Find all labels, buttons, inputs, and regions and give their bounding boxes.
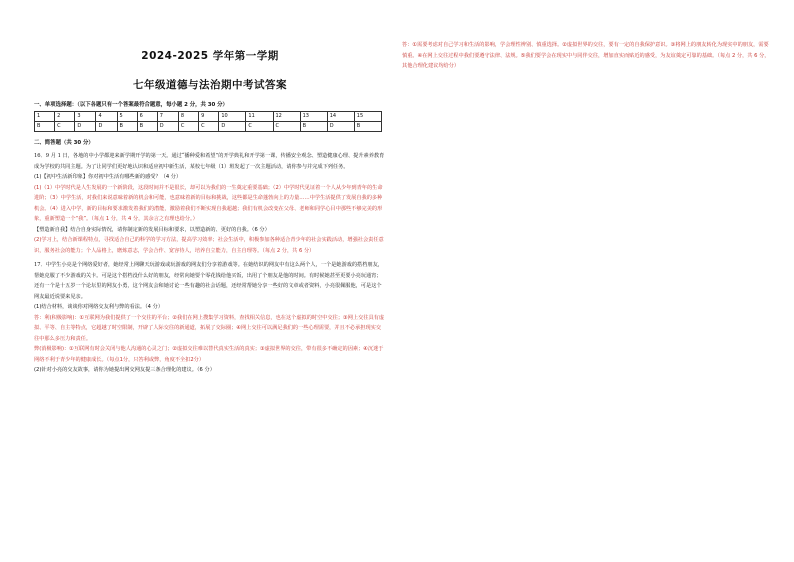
table-cell: 4 bbox=[96, 112, 117, 122]
q17-1-answer-cons: 弊(消极影响)：①互联网有时会关闭与他人沟通的心灵之门；②虚拟交往难以替代真实生活的真实；③虚拟世界的交往，带有很多不确定的因素；④沉迷于网络不利于青少年的健康成长。（每点1分，只答利或弊，角度不全扣2分） bbox=[34, 346, 384, 363]
table-cell: 15 bbox=[354, 112, 381, 122]
table-cell: 1 bbox=[35, 112, 55, 122]
table-cell: B bbox=[35, 122, 55, 132]
table-cell: 6 bbox=[137, 112, 157, 122]
table-cell: C bbox=[199, 122, 219, 132]
table-cell: 10 bbox=[219, 112, 246, 122]
table-cell: 13 bbox=[300, 112, 327, 122]
table-cell: B bbox=[354, 122, 381, 132]
q17-stem: 17．中学生小亮是个网络爱好者，她经常上网聊天玩游戏或玩游戏的网友们分享着游戏等。在她结识的网友中有这么两个人，一个是她游戏的搭档朋友，帮她克服了不少游戏的关卡。可是这个搭档没什么好的朋友，经常向她要个零花钱给他买饭，出用了个朋友是他的时间。有时候她甚至更要小亮玩通宵；还有一个是十五岁一个论坛里的网友小勇，这个网友会和她讨论一些有趣的社会话题，还经常帮她分享一些好的文章或者资料，小亮很佩服他，可是这个网友最近说要来见亲。 bbox=[34, 262, 383, 300]
q17-2-question: (2)针对小亮的交友故事，请你为她提出网交网友提三条合理化的建议。（6 分） bbox=[34, 367, 215, 373]
table-cell: B bbox=[300, 122, 327, 132]
section1-heading: 一、单项选择题：（以下各题只有一个答案最符合题意，每小题 2 分，共 30 分） bbox=[34, 102, 228, 108]
table-cell: B bbox=[137, 122, 157, 132]
answer-table bbox=[34, 111, 382, 132]
table-cell: D bbox=[96, 122, 117, 132]
table-cell: D bbox=[75, 122, 96, 132]
page-title-subject: 七年级道德与法治期中考试答案 bbox=[133, 79, 287, 91]
q16-stem: 16．9 月 1 日，各地的中小学都迎来新学期开学的第一天。通过“播种爱和希望”的开学典礼和开学第一课，传播安全观念、塑造健康心理、提升素养教育成为学校的共同主题。为了让同学们更好地认识和适应初中新生活，某校七年级（1）班发起了一次主题活动，请你参与并完成下列任务。 bbox=[34, 153, 385, 170]
table-cell: 11 bbox=[246, 112, 273, 122]
table-cell: D bbox=[157, 122, 178, 132]
page-title-term: 2024-2025 学年第一学期 bbox=[141, 50, 279, 62]
table-row-numbers bbox=[35, 112, 382, 122]
table-cell: 5 bbox=[117, 112, 137, 122]
table-cell: C bbox=[55, 122, 75, 132]
q17-2-answer: 答：①需要考虑对自己学习和生活的影响，学会理性辨别、慎重选择。②虚拟世界的交往，要有一定的自我保护意识。③将网上的朋友转化为现实中的朋友，需要慎重。④在网上交往过程中我们要遵守法律、法规。⑤我们要学会在现实中与同伴交往，增加直实而贴近的感受，为友谊奠定可靠的基础。（每点 2 分，共 6 分，其他合理化建议均给分） bbox=[402, 42, 770, 69]
table-cell: D bbox=[327, 122, 354, 132]
table-cell: 7 bbox=[157, 112, 178, 122]
table-cell: D bbox=[219, 122, 246, 132]
right-column bbox=[402, 40, 772, 72]
q16-2-question: 【塑造新自我】结合自身实际情况，请你制定新的发展目标和要求，以塑造新的、更好的自我。（6 分） bbox=[34, 226, 270, 233]
table-cell: 12 bbox=[273, 112, 300, 122]
q16-2-answer: (2)学习上，结合新课程特点，寻找适合自己的科学的学习方法，提高学习效率；社会生活中，积极参加各种适合青少年的社会实践活动，增强社会责任意识，服务社会的能力；个人品格上，磨炼意志，学会合作、宽容待人，培养自立能力，自主自理等。（每点 2 分，共 6 分） bbox=[34, 237, 384, 254]
table-cell: B bbox=[117, 122, 137, 132]
table-cell: C bbox=[178, 122, 198, 132]
left-column bbox=[34, 40, 386, 376]
table-cell: 2 bbox=[55, 112, 75, 122]
table-cell: 14 bbox=[327, 112, 354, 122]
q16-1-question: (1)【初中生活新印象】你对初中生活有哪些新的感受？（4 分） bbox=[34, 174, 182, 180]
table-cell: 9 bbox=[199, 112, 219, 122]
q17-1-question: (1)结合材料，谈谈你对网络交友利与弊的看法。（4 分） bbox=[34, 304, 164, 310]
table-cell: C bbox=[273, 122, 300, 132]
q17-1-answer-pros: 答：利(积极影响)：①互联网为我们提供了一个交往的平台；②我们在网上搜集学习资料，查找相关信息，也在这个虚拟的时空中交往；③网上交往具有虚拟、平等、自主等特点，它超越了时空限制，开辟了人际交往的新通道，拓展了交际圈；④网上交往可以满足我们的一些心理需要，并且不必承担现实交往中那么多压力和责任。 bbox=[34, 314, 385, 342]
q16-1-answer: (1)（1）中学时代是人生发展的一个新阶段，这段时间并不是很长，却可以为我们的一生奠定重要基础；（2）中学时代见证着一个人从少年到青年的生命进阶；（3）中学生活，对我们来说意味着新的机会和可能，也意味着新的目标和挑战，这些都是生命蓬勃向上的力量……中学生活提供了发展自我的多种机会。（4）进入中学，新的目标和要求激发着我们的潜能，激励着我们不断实现自我超越；我们有机会改变在父母、老师和同学心目中那些不够完美的形象，重新塑造一个“我”。（每点 1 分，共 4 分，其余言之有理也给分。） bbox=[34, 184, 383, 222]
table-row-answers bbox=[35, 122, 382, 132]
section2-heading: 二、简答题（共 30 分） bbox=[34, 140, 94, 146]
table-cell: C bbox=[246, 122, 273, 132]
table-cell: 3 bbox=[75, 112, 96, 122]
table-cell: 8 bbox=[178, 112, 198, 122]
